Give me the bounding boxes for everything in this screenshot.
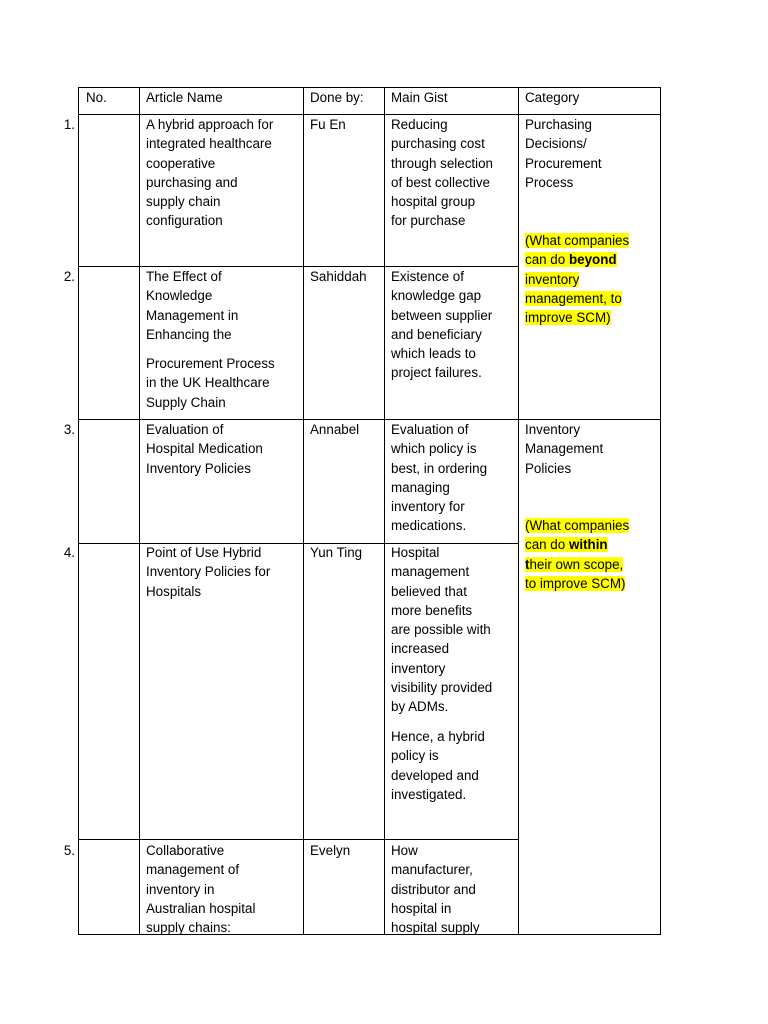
done-by: Sahiddah	[310, 269, 367, 284]
article-name-continued: Procurement Process in the UK Healthcare Supply Chain	[146, 356, 275, 410]
note-line: management, to	[525, 290, 622, 306]
note-line: improve SCM)	[525, 310, 611, 326]
done-by: Annabel	[310, 422, 360, 437]
category-note-beyond	[525, 231, 629, 327]
article-name: Point of Use Hybrid Inventory Policies for Hospitals	[146, 545, 271, 599]
main-gist: Hospital management believed that more benefits are possible with increased inventory visibility provided by ADMs.	[391, 545, 493, 715]
done-by: Fu En	[310, 117, 346, 132]
note-line	[525, 557, 623, 572]
note-line: to improve SCM)	[525, 575, 626, 591]
article-name: The Effect of Knowledge Management in Enhancing the	[146, 269, 239, 342]
category-inventory: Inventory Management Policies	[525, 422, 604, 476]
note-line: (What companies	[525, 233, 630, 248]
done-by: Evelyn	[310, 843, 351, 858]
header-done-by: Done by:	[310, 90, 364, 105]
category-purchasing: Purchasing Decisions/ Procurement Process	[525, 117, 602, 190]
header-article-name: Article Name	[146, 90, 223, 105]
note-line: inventory	[525, 271, 580, 287]
note-emphasis: within	[568, 537, 608, 553]
category-note-within	[525, 516, 629, 593]
row-number: 3.	[63, 422, 75, 437]
article-name: Evaluation of Hospital Medication Inventory Policies	[146, 422, 263, 476]
header-category: Category	[525, 90, 580, 105]
row-number: 5.	[63, 843, 75, 858]
row-number: 4.	[63, 545, 75, 560]
header-no: No.	[86, 90, 107, 105]
article-name: Collaborative management of inventory in Australian hospital supply chains:	[146, 843, 256, 936]
note-line: (What companies	[525, 518, 630, 533]
note-emphasis: beyond	[568, 252, 617, 268]
note-line	[525, 252, 617, 267]
note-text: can do	[525, 252, 569, 268]
article-name: A hybrid approach for integrated healthcare cooperative purchasing and supply chain configuration	[146, 117, 274, 229]
note-line	[525, 537, 608, 552]
note-text: heir own scope,	[529, 556, 624, 572]
main-gist: Evaluation of which policy is best, in ordering managing inventory for medications.	[391, 422, 488, 534]
row-number: 1.	[63, 117, 75, 132]
main-gist: Reducing purchasing cost through selection of best collective hospital group for purchase	[391, 117, 493, 229]
note-text: can do	[525, 537, 569, 553]
main-gist: Existence of knowledge gap between supplier and beneficiary which leads to project failures.	[391, 269, 493, 381]
note-emphasis: t	[525, 556, 530, 572]
done-by: Yun Ting	[310, 545, 363, 560]
header-main-gist: Main Gist	[391, 90, 448, 105]
main-gist: How manufacturer, distributor and hospital in hospital supply	[391, 843, 480, 936]
main-gist-continued: Hence, a hybrid policy is developed and investigated.	[391, 729, 485, 802]
row-number: 2.	[63, 269, 75, 284]
